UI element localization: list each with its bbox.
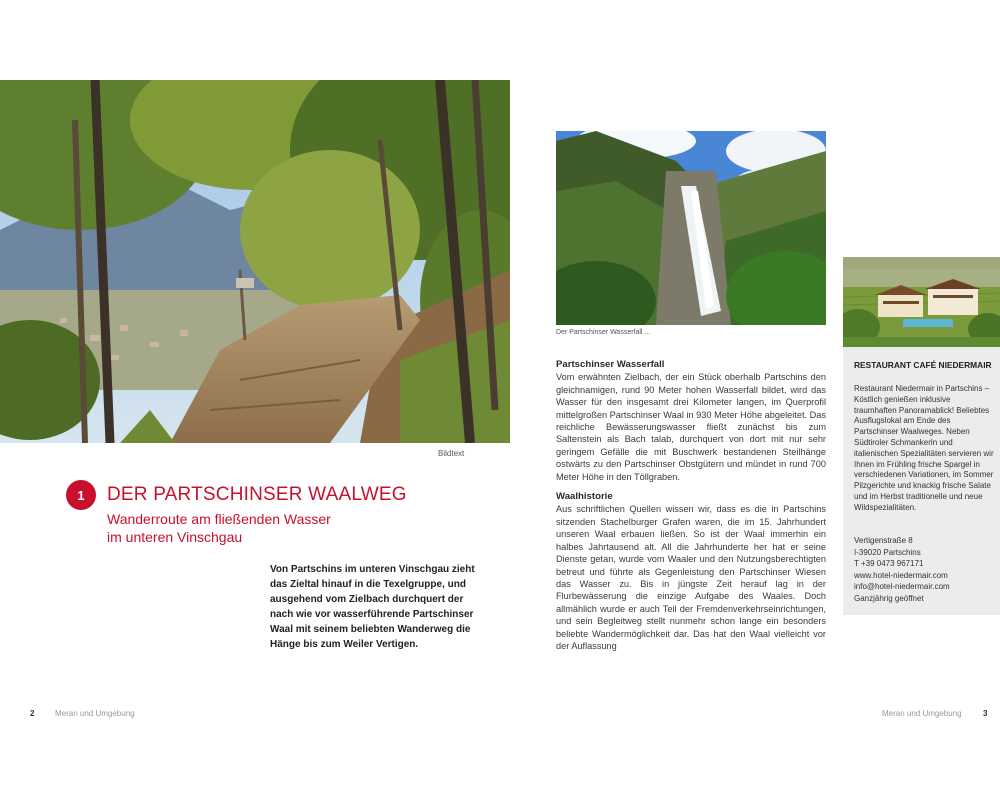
restaurant-photo (843, 257, 1000, 347)
sidebar-address: Vertigenstraße 8 (854, 536, 913, 545)
hero-photo-forest-path (0, 80, 510, 443)
waterfall-photo (556, 131, 826, 325)
article-column (556, 359, 826, 660)
sidebar-description: Restaurant Niedermair in Partschins – Köstlich genießen inklusive traumhaften Panoramablick! Beliebtes Ausflugslokal am Ende des Partschinser Waalweges. Neben Südtiroler Schmankerln und italienischen Spezialitäten servieren wir Ihnen im Frühling frische Spargel in verschiedenen Variationen, im Sommer Pilzgerichte und knackig frische Salate und im Herbst traditionelle und neue Wildspezialitäten. (854, 384, 994, 512)
sidebar-email: info@hotel-niedermair.com (854, 582, 950, 591)
page-number-right: 3 (983, 709, 988, 718)
hero-photo-caption: Bildtext (438, 449, 465, 458)
section-heading-waalhistorie: Waalhistorie (556, 491, 613, 503)
sidebar-city: I-39020 Partschins (854, 547, 921, 557)
waterfall-photo-caption: Der Partschinser Wasserfall ... (556, 329, 651, 336)
sidebar-contact (854, 535, 994, 604)
section-heading-wasserfall: Partschinser Wasserfall (556, 359, 665, 370)
lead-paragraph: Von Partschins im unteren Vinschgau zieht das Zieltal hinauf in die Texelgruppe, und ausgehend vom Zielbach durchquert der nach wie vor wasserführende Partschinser Waal mit seinem beliebten Wanderweg die Hänge bis zum Weiler Vertigen. (270, 564, 475, 650)
section-text-waalhistorie: Aus schriftlichen Quellen wissen wir, dass es die in Partschins sitzenden Stachelburger Grafen waren, die im 15. Jahrhundert unseren Waal erbauen ließen. So ist der Waal immerhin ein halbes Jahrtausend alt. All die Jahrhunderte her hat er seine Dienste getan, wurde vom Waaler und den Nutzungsberechtigten betreut und führte als Gegenleistung den Partschinser Wiesen das Wasser zu. Bis in jüngste Zeit herauf lag in der Flurbewässerung die einzige Aufgabe des Waales. Doch allmählich wurde er auch Teil der Fremdenverkehrseinrichtungen, und sein Begleitweg stellt nunmehr schon lange ein besonders beliebte Wandermöglichkeit dar. Das hat den Waal vielleicht vor der Auflassung (556, 504, 826, 651)
page-number-left: 2 (30, 709, 35, 718)
section-text-wasserfall: Vom erwähnten Zielbach, der ein Stück oberhalb Partschins den gleichnamigen, rund 90 Meter hohen Wasserfall bildet, wird das Wasser für den insgesamt drei Kilometer langen, im Querprofil mittelgroßen Partschinser Waal in 930 Meter Höhe abgeleitet. Das reichliche Bewässerungswasser fließt zunächst bis zum Saltenstein als Bach talab, durchquert von dort mit nur sehr geringem Gefälle die mit Buschwerk bestandenen Steilhänge ostwärts zu den Partschinser Obstgütern und mündet in rund 700 Meter Höhe in den Töllgraben. (556, 372, 826, 482)
running-footer-right: Meran und Umgebung (882, 709, 962, 718)
sidebar-website: www.hotel-niedermair.com (854, 570, 948, 580)
subtitle-line-1: Wanderroute am fließenden Wasser (107, 511, 331, 527)
sidebar-opening-hours: Ganzjährig geöffnet (854, 593, 924, 603)
chapter-number-badge: 1 (66, 480, 96, 510)
chapter-subtitle (107, 510, 367, 546)
sidebar-title: RESTAURANT CAFÉ NIEDERMAIR (854, 360, 992, 370)
running-footer-left: Meran und Umgebung (55, 709, 135, 718)
sidebar-phone: T +39 0473 967171 (854, 559, 924, 568)
chapter-title: DER PARTSCHINSER WAALWEG (107, 484, 407, 505)
subtitle-line-2: im unteren Vinschgau (107, 529, 243, 545)
